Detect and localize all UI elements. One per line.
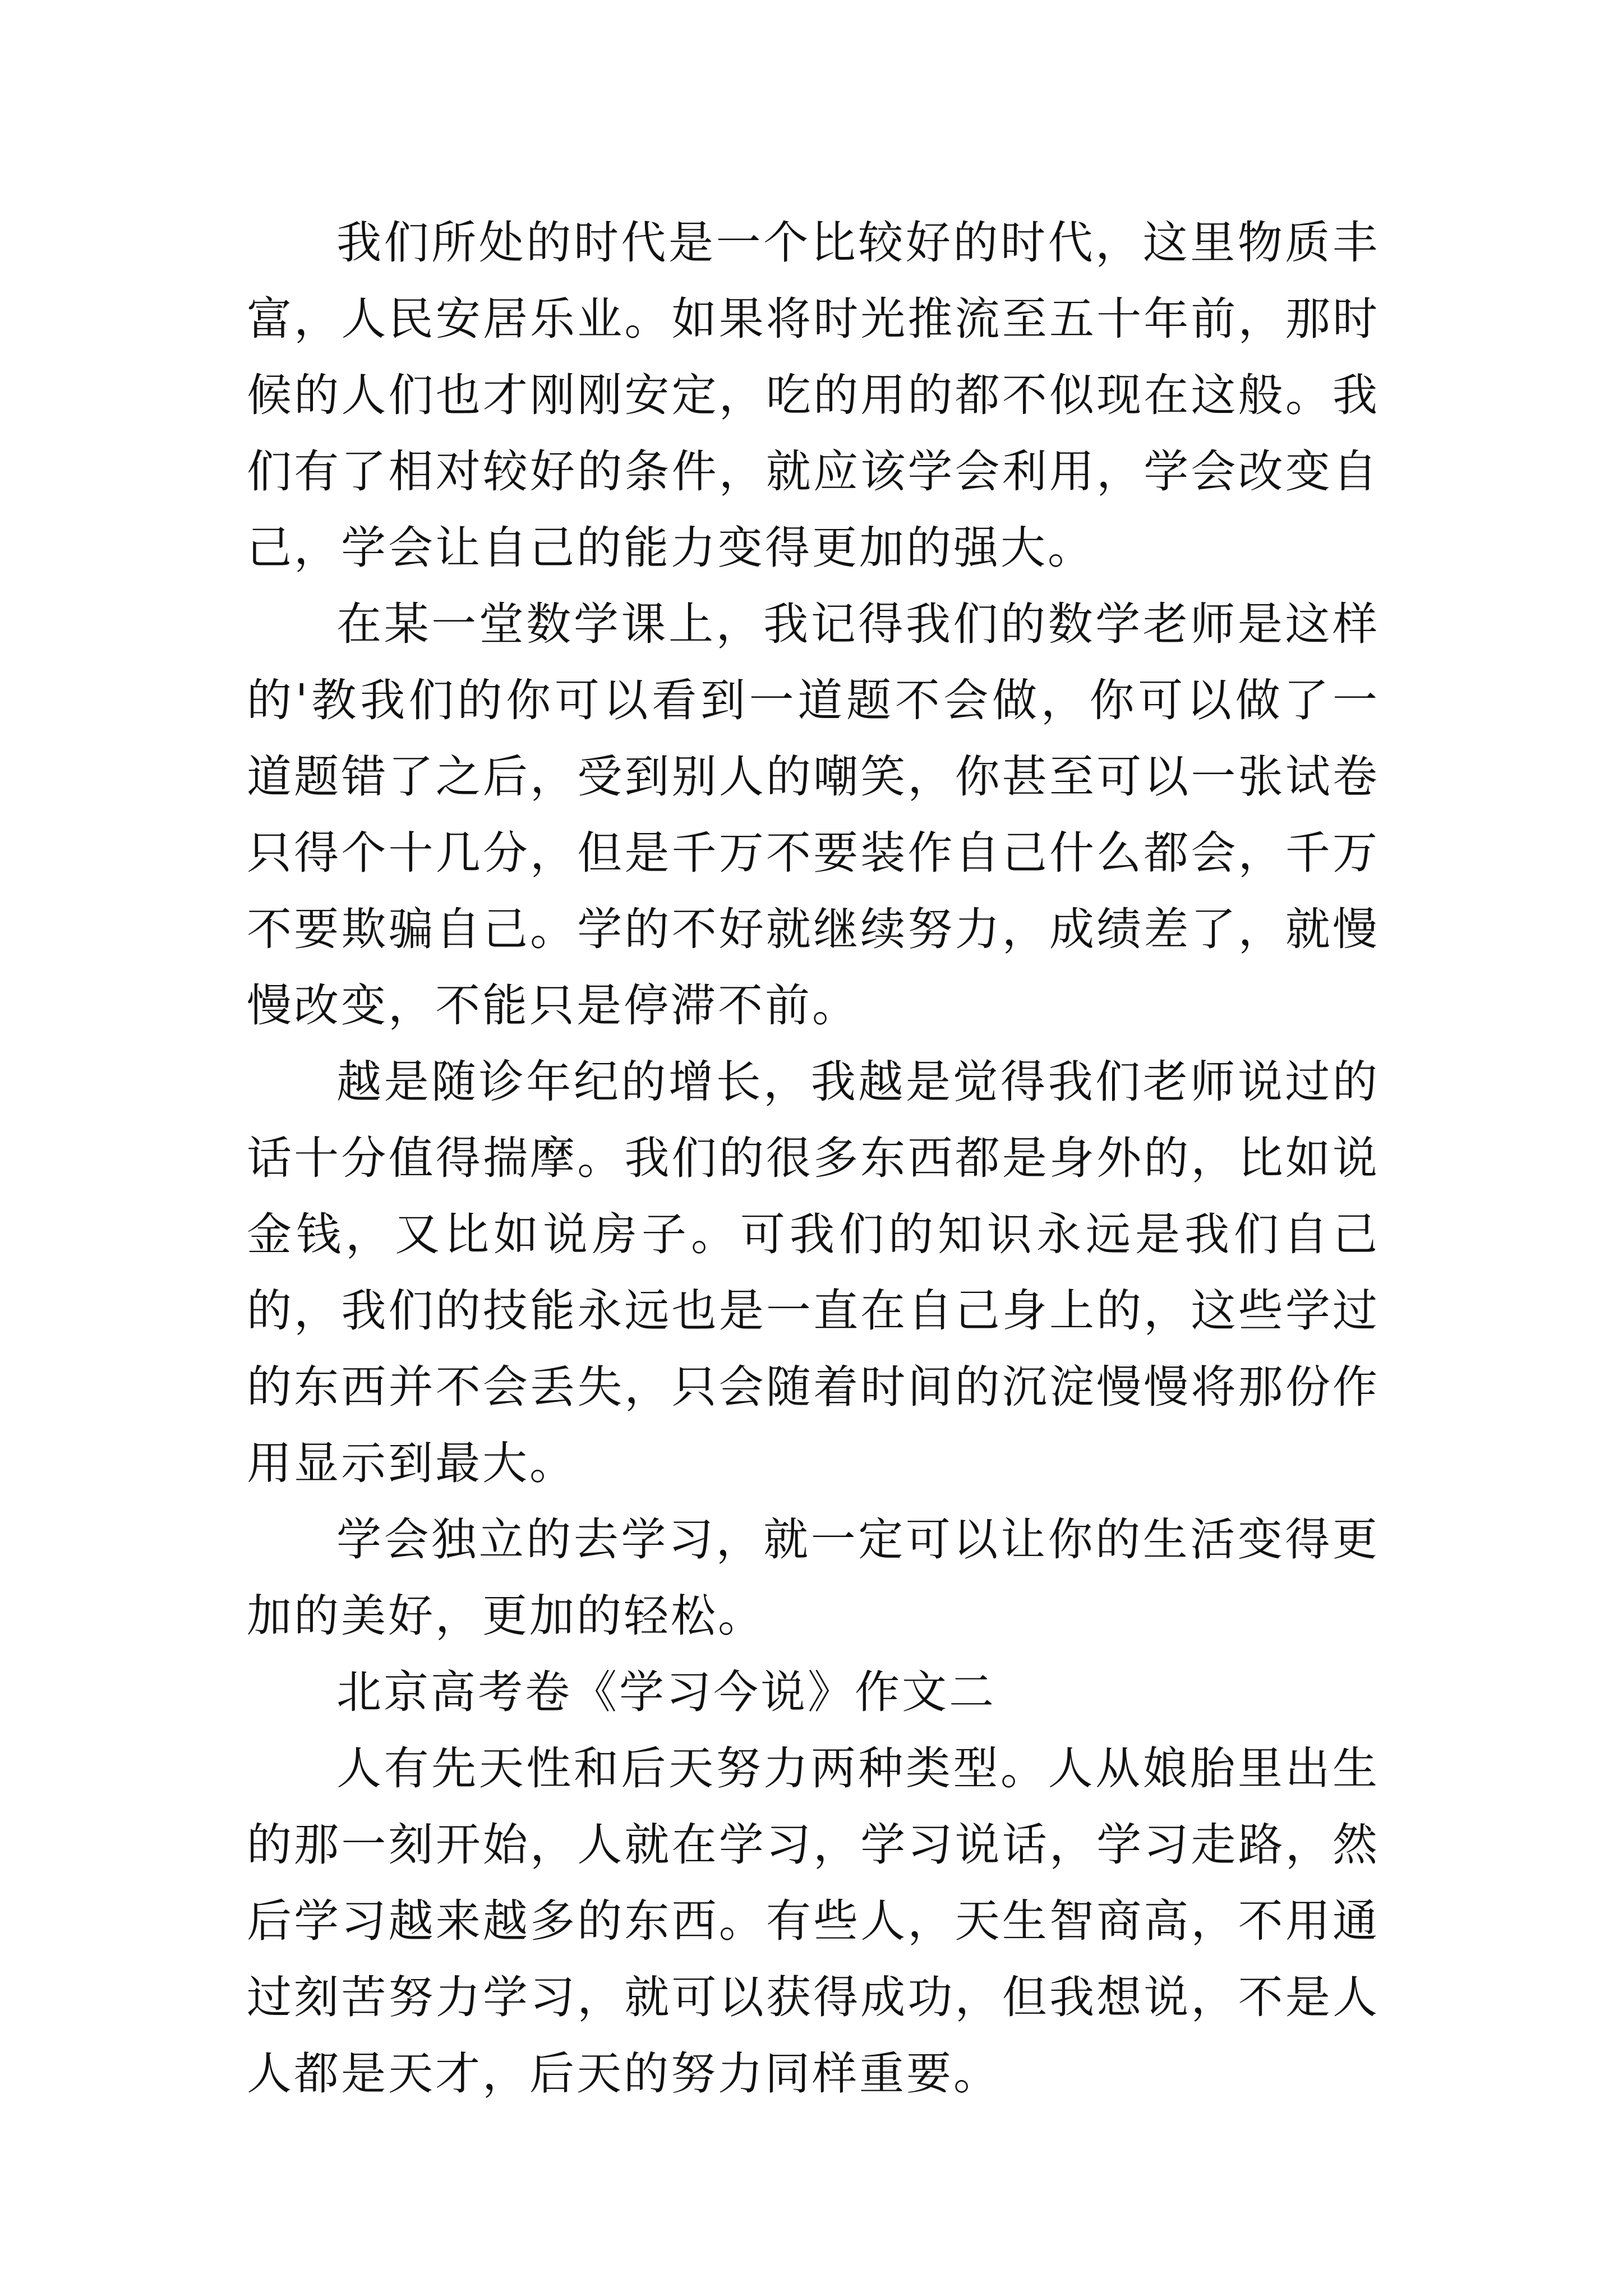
section-heading: 北京高考卷《学习今说》作文二 — [336, 1666, 996, 1718]
paragraph-innate-effort: 人有先天性和后天努力两种类型。人从娘胎里出生的那一刻开始，人就在学习，学习说话，学习走路，然后学习越来越多的东西。有些人，天生智商高，不用通过刻苦努力学习，就可以获得成功，但我想说，不是人人都是天才，后天的努力同样重要。 — [247, 1742, 1380, 2100]
paragraph-era: 我们所处的时代是一个比较好的时代，这里物质丰富，人民安居乐业。如果将时光推流至五十年前，那时候的人们也才刚刚安定，吃的用的都不似现在这般。我们有了相对较好的条件，就应该学会利用，学会改变自己，学会让自己的能力变得更加的强大。 — [247, 217, 1380, 574]
paragraph-independent-study: 学会独立的去学习，就一定可以让你的生活变得更加的美好，更加的轻松。 — [247, 1513, 1380, 1642]
paragraph-math-class: 在某一堂数学课上，我记得我们的数学老师是这样的'教我们的你可以看到一道题不会做，你可以做了一道题错了之后，受到别人的嘲笑，你甚至可以一张试卷只得个十几分，但是千万不要装作自己什么都会，千万不要欺骗自己。学的不好就继续努力，成绩差了，就慢慢改变，不能只是停滞不前。 — [247, 598, 1380, 1032]
essay-body — [247, 205, 1380, 2112]
paragraph-knowledge: 越是随诊年纪的增长，我越是觉得我们老师说过的话十分值得揣摩。我们的很多东西都是身外的，比如说金钱，又比如说房子。可我们的知识永远是我们自己的，我们的技能永远也是一直在自己身上的，这些学过的东西并不会丢失，只会随着时间的沉淀慢慢将那份作用显示到最大。 — [247, 1056, 1380, 1489]
